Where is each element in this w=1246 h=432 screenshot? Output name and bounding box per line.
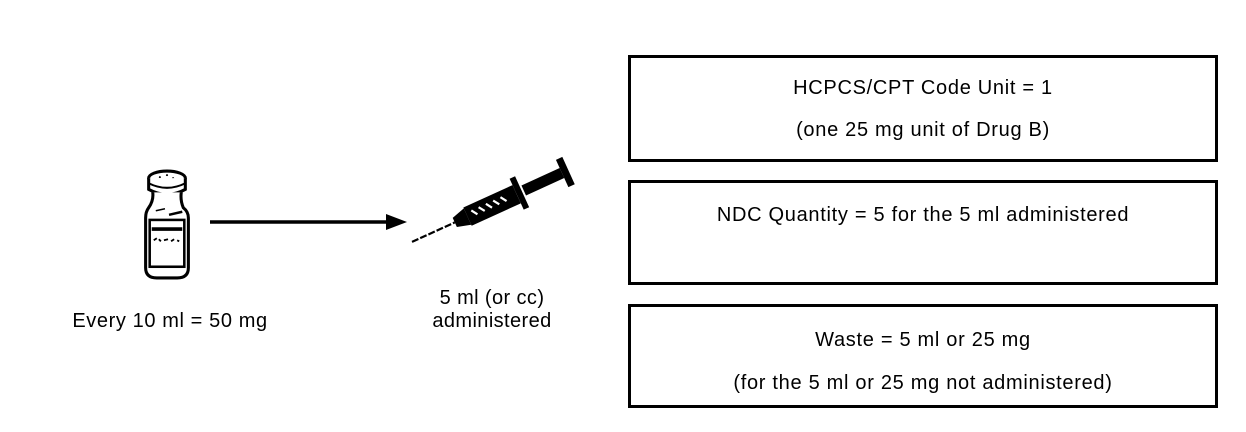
waste-line-1: Waste = 5 ml or 25 mg — [815, 328, 1031, 351]
ndc-line-1: NDC Quantity = 5 for the 5 ml administered — [716, 204, 1130, 226]
vial-caption: Every 10 ml = 50 mg — [72, 310, 268, 332]
waste-box — [628, 304, 1218, 408]
hcpcs-cpt-code-unit-box — [628, 55, 1218, 162]
syringe-caption — [402, 287, 582, 333]
syringe-caption-line1: 5 ml (or cc) — [439, 287, 545, 309]
medicine-vial-icon — [141, 169, 193, 281]
hcpcs-line-2: (one 25 mg unit of Drug B) — [796, 118, 1050, 141]
ndc-quantity-box — [628, 180, 1218, 285]
syringe-caption-line2: administered — [432, 310, 552, 332]
hcpcs-line-1: HCPCS/CPT Code Unit = 1 — [793, 76, 1053, 99]
right-arrow-icon — [208, 210, 408, 234]
syringe-icon — [401, 155, 585, 255]
waste-line-2: (for the 5 ml or 25 mg not administered) — [733, 371, 1113, 394]
